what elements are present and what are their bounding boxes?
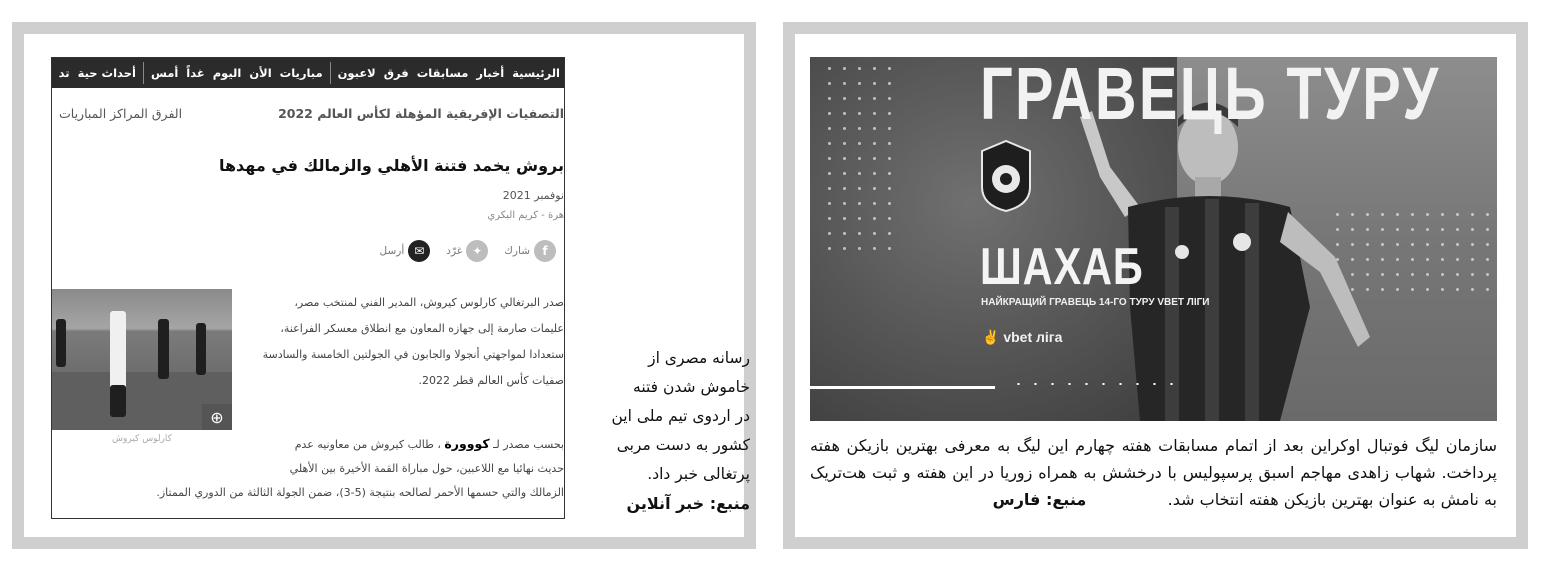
article-date: نوفمبر 2021 bbox=[502, 189, 564, 202]
right-article-body: سازمان لیگ فوتبال اوکراین بعد از اتمام مسابقات هفته چهارم این لیگ به معرفی بهترین بازیکن هفته پرداخت. شهاب زاهدی مهاجم اسبق پرسپولیس با درخشش به همراه زوریا در این هفته و ثبت هت‌تریک به نامش به عنوان بهترین بازیکن هفته انتخاب شد. bbox=[810, 436, 1497, 509]
body2-prefix: بحسب مصدر لـ bbox=[489, 438, 564, 451]
right-news-panel bbox=[783, 22, 1528, 549]
zorya-badge-icon bbox=[980, 139, 1032, 213]
body2-brand: كووورة bbox=[444, 436, 490, 451]
left-news-panel bbox=[12, 22, 756, 549]
email-icon: ✉ bbox=[408, 240, 430, 262]
caption-line: رسانه مصری از bbox=[648, 349, 750, 367]
nav-item[interactable]: أحداث حية bbox=[77, 66, 136, 80]
email-share bbox=[380, 240, 431, 262]
article-body-line: الزمالك والتي حسمها الأحمر لصالحه بنتيجة (5-3)، ضمن الجولة الثالثة من الدوري الممتاز. bbox=[156, 486, 564, 499]
twitter-icon: ✦ bbox=[466, 240, 488, 262]
nav-item[interactable]: مسابقات bbox=[416, 66, 469, 80]
article-body-2-first-line bbox=[234, 432, 564, 457]
coach-figure bbox=[110, 311, 126, 389]
right-source: منبع: فارس bbox=[992, 490, 1087, 509]
nav-separator bbox=[330, 62, 331, 84]
left-source: منبع: خبر آنلاین bbox=[626, 494, 750, 513]
article-body-2-rest bbox=[156, 457, 564, 505]
facebook-share bbox=[504, 240, 556, 262]
nav-item[interactable]: تد bbox=[58, 66, 70, 80]
photo-caption: كارلوس كيروش bbox=[112, 434, 172, 444]
subnav-title: التصفيات الإفريقية المؤهلة لكأس العالم 2022 bbox=[278, 106, 564, 121]
nav-item[interactable]: فرق bbox=[383, 66, 409, 80]
website-screenshot bbox=[51, 57, 565, 519]
victory-icon: ✌ bbox=[982, 329, 1004, 345]
zoom-icon[interactable]: ⊕ bbox=[202, 404, 232, 430]
player-name: ШАХАБ bbox=[980, 238, 1144, 296]
body2-suffix: ، طالب كيروش من معاونيه عدم bbox=[294, 438, 441, 451]
article-body-2 bbox=[156, 432, 564, 505]
article-body-line: ستعدادا لمواجهتي أنجولا والجابون في الجولتين الخامسة والسادسة bbox=[262, 348, 564, 361]
twitter-share-label: غرّد bbox=[446, 245, 463, 257]
article-photo bbox=[52, 289, 232, 430]
nav-item[interactable]: غداً bbox=[186, 66, 205, 80]
nav-item[interactable]: مباريات bbox=[279, 66, 323, 80]
coach-legs bbox=[110, 385, 126, 417]
nav-item[interactable]: الأن bbox=[249, 66, 272, 80]
website-nav-bar bbox=[52, 58, 564, 88]
player-of-round-graphic bbox=[810, 57, 1497, 421]
promo-subtitle: НАЙКРАЩИЙ ГРАВЕЦЬ 14-ГО ТУРУ VBET ЛІГИ bbox=[981, 297, 1210, 308]
facebook-share-label: شارك bbox=[504, 245, 530, 257]
caption-line: پرتغالی خبر داد. bbox=[647, 465, 750, 483]
caption-line: کشور به دست مربی bbox=[616, 436, 750, 454]
article-body-line: صدر البرتغالي كارلوس كيروش، المدير الفني لمنتخب مصر، bbox=[294, 296, 564, 309]
article-body-1 bbox=[234, 290, 564, 394]
twitter-share bbox=[446, 240, 488, 262]
article-byline: هرة - كريم البكري bbox=[487, 210, 564, 221]
article-headline: بروش يخمد فتنة الأهلي والزمالك في مهدها bbox=[218, 156, 564, 175]
nav-item[interactable]: أخبار bbox=[476, 66, 505, 80]
subnav-links: الفرق المراكز المباريات bbox=[59, 106, 183, 121]
nav-item[interactable]: الرئيسية bbox=[512, 66, 560, 80]
caption-line: در اردوی تیم ملی این bbox=[611, 407, 750, 425]
nav-item[interactable]: اليوم bbox=[212, 66, 242, 80]
article-body-line: حديث نهائيا مع اللاعبين، حول مباراة القمة الأخيرة بين الأهلي bbox=[289, 462, 564, 475]
right-panel-inner bbox=[795, 34, 1516, 537]
nav-item[interactable]: لاعبون bbox=[337, 66, 376, 80]
sponsor-text: vbet ліга bbox=[1003, 329, 1063, 345]
left-caption-text bbox=[590, 344, 750, 489]
nav-separator bbox=[143, 62, 144, 84]
article-body-line: عليمات صارمة إلى جهازه المعاون مع انطلاق معسكر الفراعنة، bbox=[280, 322, 564, 335]
nav-item[interactable]: أمس bbox=[150, 66, 179, 80]
email-share-label: أرسل bbox=[379, 245, 405, 257]
promo-title: ГРАВЕЦЬ ТУРУ bbox=[980, 57, 1441, 135]
website-subnav bbox=[59, 106, 564, 121]
article-body-line: صفيات كأس العالم قطر 2022. bbox=[418, 374, 564, 387]
promo-dotted-line bbox=[1010, 380, 1180, 388]
promo-divider-line bbox=[810, 386, 995, 389]
left-caption bbox=[590, 344, 750, 518]
facebook-icon: f bbox=[534, 240, 556, 262]
left-panel-inner bbox=[24, 34, 750, 537]
right-article-text bbox=[810, 432, 1497, 513]
vbet-liga-logo bbox=[982, 329, 1062, 346]
player-figure bbox=[56, 319, 66, 367]
player-figure bbox=[158, 319, 169, 379]
caption-line: خاموش شدن فتنه bbox=[633, 378, 750, 396]
share-bar bbox=[380, 240, 556, 262]
player-figure bbox=[196, 323, 206, 375]
